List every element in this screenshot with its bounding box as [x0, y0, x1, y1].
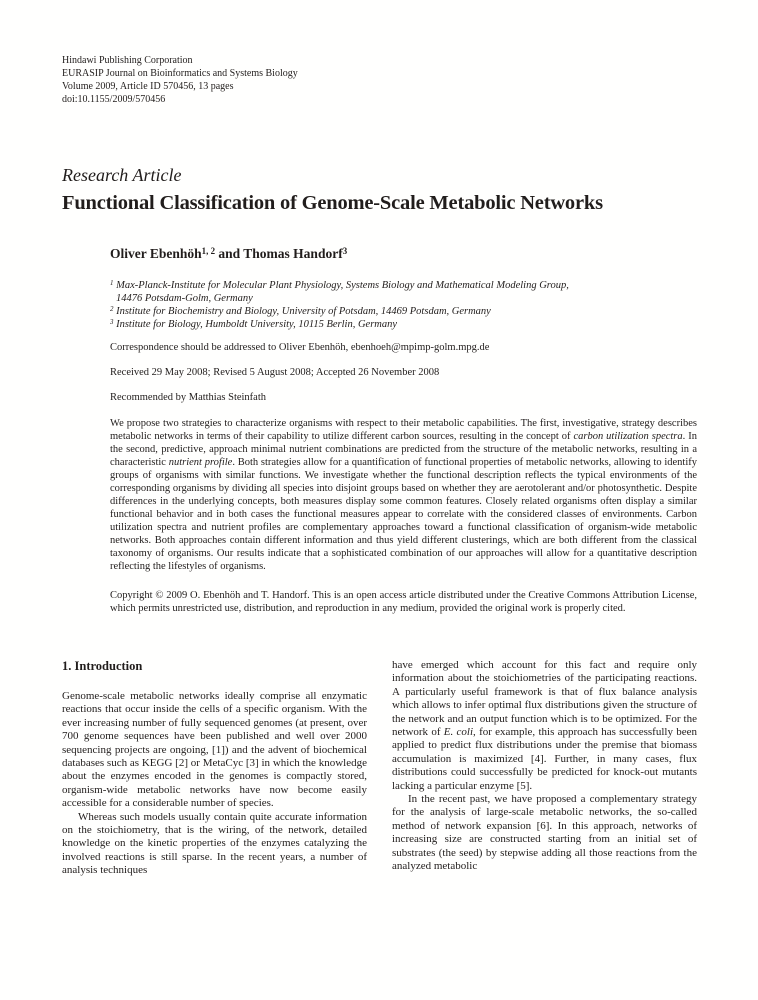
correspondence-line — [110, 341, 697, 354]
affiliation-2-line-1 — [110, 305, 697, 318]
journal-name-line: EURASIP Journal on Bioinformatics and Systems Biology — [62, 68, 298, 79]
article-type-label: Research Article — [62, 165, 182, 185]
authors-connector: and — [215, 246, 244, 261]
affiliation-3-text: Institute for Biology, Humboldt University, 10115 Berlin, Germany — [116, 319, 398, 330]
authors-line — [110, 246, 697, 262]
doi-line: doi:10.1155/2009/570456 — [62, 94, 166, 105]
volume-line: Volume 2009, Article ID 570456, 13 pages — [62, 81, 234, 92]
right-col-text-1: have emerged which account for this fact and require only information about the stoichiometries of the participating reactions. A particularly useful framework is that of flux balance analysis which allows to infer optimal flux distributions given the structure of the network and an output function which is to be optimized. For the network of — [392, 659, 697, 739]
species-name-italic: E. coli — [443, 726, 474, 739]
affiliation-2-marker: 2 — [110, 305, 114, 313]
abstract-italic-term-1: carbon utilization spectra — [573, 431, 683, 442]
affiliation-3-marker: 3 — [110, 318, 114, 326]
correspondence-text: Correspondence should be addressed to Oliver Ebenhöh, — [110, 342, 351, 353]
copyright-notice: Copyright © 2009 O. Ebenhöh and T. Handorf. This is an open access article distributed under the Creative Commons Attribution License, which permits unrestricted use, distribution, and reproduction in any medium, provided the original work is properly cited. — [110, 590, 697, 614]
affiliation-item-1 — [110, 279, 697, 305]
recommended-by-line: Recommended by Matthias Steinfath — [110, 392, 267, 403]
right-column — [392, 659, 697, 878]
two-column-body — [62, 659, 697, 878]
publisher-line: Hindawi Publishing Corporation — [62, 55, 193, 66]
abstract-text-3: . Both strategies allow for a quantification of functional properties of metabolic networks, allowing to identify groups of organisms with similar functions. We investigate whether the functional description reflects the typical environments of the corresponding organisms by dividing all species into disjoint groups based on whether they are aerotolerant and/or photosynthetic. Despite differences in the underlying concepts, both measures display some common features. Closely related organisms often display a similar functional behavior and in both cases the functional measures appear to correlate with the considered classes of environments. Carbon utilization spectra and nutrient profiles are complementary approaches toward a functional classification of organism-wide metabolic networks. Both approaches contain different information and thus yield different clusterings, which are both different from the classical taxonomy of organisms. Our results indicate that a sophisticated combination of our approaches will allow for a quantitative description reflecting the lifestyles of organisms. — [110, 457, 697, 572]
abstract-text-2: . In the second, predictive, approach minimal nutrient combinations are predicted from the structure of the metabolic networks, resulting in a characteristic — [110, 431, 697, 468]
right-col-text-2: , for example, this approach has successfully been applied to predict flux distributions under the premise that biomass accumulation is maximized [4]. Further, in many cases, flux distributions could successfully be predicted for knock-out mutants lacking a particular enzyme [5]. — [392, 726, 697, 792]
abstract-italic-term-2: nutrient profile — [168, 457, 233, 468]
abstract-text-1: We propose two strategies to characterize organisms with respect to their metabolic capabilities. The first, investigative, strategy describes metabolic networks in terms of their capability to utilize different carbon sources, resulting in the concept of — [110, 418, 697, 442]
intro-paragraph-2-continued — [392, 659, 697, 793]
publication-header — [62, 54, 697, 106]
left-column — [62, 659, 367, 878]
intro-paragraph-3: In the recent past, we have proposed a complementary strategy for the analysis of large-scale metabolic networks, the so-called method of network expansion [6]. In this approach, networks of increasing size are constructed starting from an initial set of substrates (the seed) by stepwise adding all those reactions from the analyzed metabolic — [392, 793, 697, 873]
affiliation-1-line-2: 14476 Potsdam-Golm, Germany — [116, 293, 253, 304]
affiliation-2-text: Institute for Biochemistry and Biology, University of Potsdam, 14469 Potsdam, Germany — [116, 306, 491, 317]
author-1-affiliation-superscript: 1, 2 — [201, 246, 216, 256]
affiliations-list — [110, 279, 697, 331]
abstract-paragraph — [110, 417, 697, 573]
article-title: Functional Classification of Genome-Scale Metabolic Networks — [62, 192, 603, 214]
affiliation-1-text: Max-Planck-Institute for Molecular Plant Physiology, Systems Biology and Mathematical Modeling Group, — [116, 280, 569, 291]
author-1-name: Oliver Ebenhöh — [110, 246, 202, 261]
affiliation-1-line-1 — [110, 279, 697, 292]
received-dates-line: Received 29 May 2008; Revised 5 August 2008; Accepted 26 November 2008 — [110, 367, 440, 378]
affiliation-3-line-1 — [110, 318, 697, 331]
affiliation-item-3 — [110, 318, 697, 331]
intro-paragraph-2: Whereas such models usually contain quite accurate information on the stoichiometry, that is the wiring, of the network, detailed knowledge on the kinetic properties of the enzymes catalyzing the involved reactions is still sparse. In the recent years, a number of analysis techniques — [62, 810, 367, 877]
section-heading-introduction: 1. Introduction — [62, 659, 143, 673]
affiliation-1-marker: 1 — [110, 279, 114, 287]
correspondence-email: ebenhoeh@mpimp-golm.mpg.de — [350, 342, 490, 353]
author-2-affiliation-superscript: 3 — [342, 246, 348, 256]
author-2-name: Thomas Handorf — [243, 246, 343, 261]
intro-paragraph-1: Genome-scale metabolic networks ideally comprise all enzymatic reactions that occur inside the cells of a specific organism. With the ever increasing number of fully sequenced genomes (at present, over 700 genome sequences have been published and well over 2000 sequencing projects are ongoing, [1]) and the advent of biochemical databases such as KEGG [2] or MetaCyc [3] in which the knowledge about the enzymes encoded in the genomes is compactly stored, organism-wide metabolic networks have now become easily accessible for a considerable number of species. — [62, 690, 367, 810]
front-matter — [110, 246, 697, 615]
affiliation-item-2 — [110, 305, 697, 318]
